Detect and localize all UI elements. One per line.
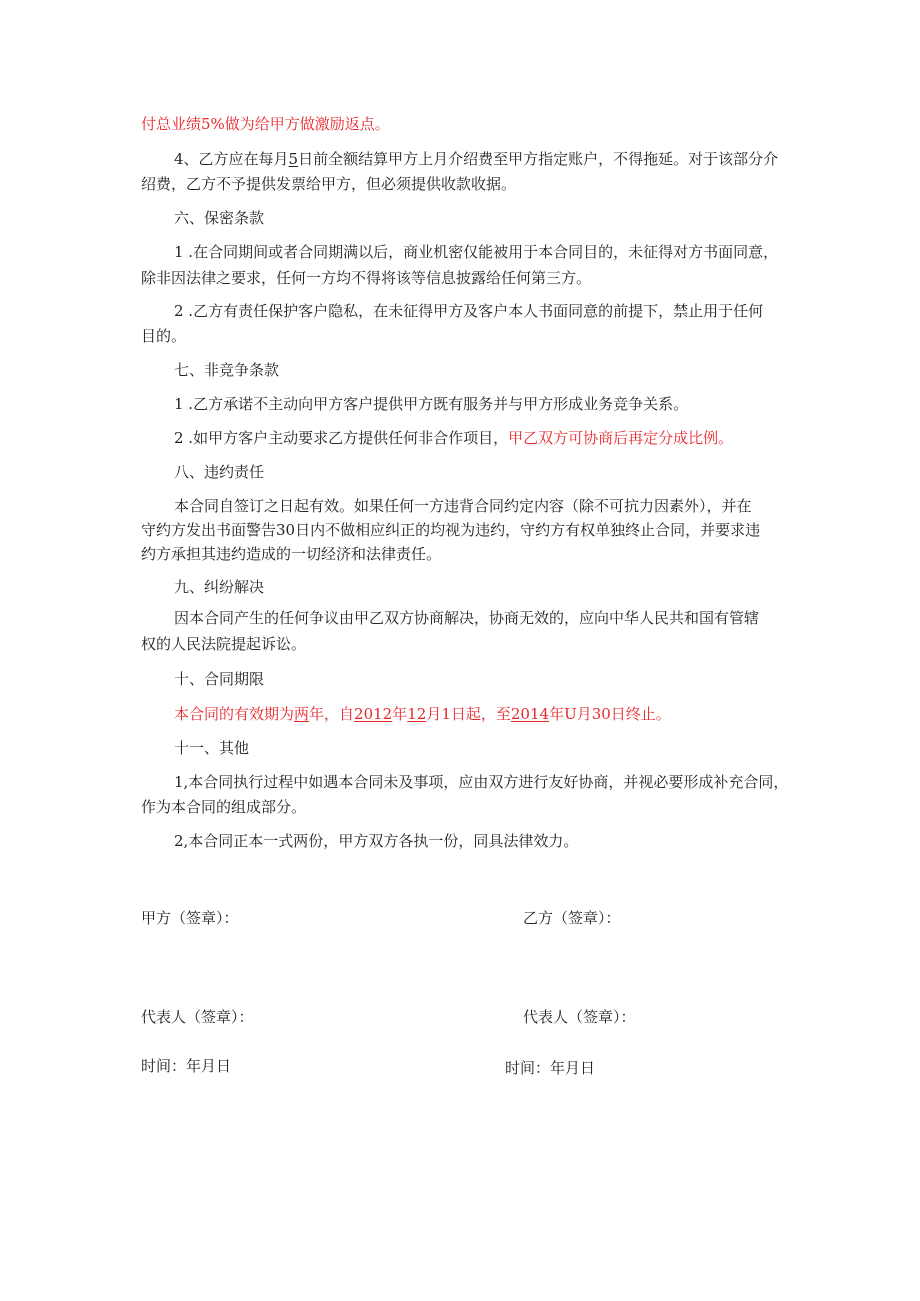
section-8-line-1: 本合同自签订之日起有效。如果任何一方违背合同约定内容（除不可抗力因素外），并在 [174, 497, 752, 515]
term-start-month: 12 [407, 705, 427, 723]
clause-5-item-4-text-b: 日前全额结算甲方上月介绍费至甲方指定账户，不得拖延。对于该部分介 [298, 150, 779, 168]
term-end-year: 2014 [510, 705, 550, 723]
section-7-heading: 七、非竞争条款 [174, 361, 280, 379]
section-6-item-2-line-1: 2 .乙方有责任保护客户隐私，在未征得甲方及客户本人书面同意的前提下，禁止用于任何 [174, 302, 764, 320]
section-10-heading: 十、合同期限 [174, 670, 265, 688]
party-a-signature-label: 甲方（签章）： [141, 909, 239, 927]
party-a-representative-label: 代表人（签章）： [141, 1008, 254, 1026]
section-7-item-1: 1 .乙方承诺不主动向甲方客户提供甲方既有服务并与甲方形成业务竞争关系。 [174, 395, 689, 413]
section-9-line-1: 因本合同产生的任何争议由甲乙双方协商解决，协商无效的，应向中华人民共和国有管辖 [174, 609, 760, 627]
section-11-item-1-line-1: 1,本合同执行过程中如遇本合同未及事项，应由双方进行友好协商，并视必要形成补充合同， [174, 773, 789, 791]
section-9-heading: 九、纠纷解决 [174, 578, 265, 596]
section-9-line-2: 权的人民法院提起诉讼。 [141, 635, 307, 653]
section-6-item-1-line-1: 1 .在合同期间或者合同期满以后，商业机密仅能被用于本合同目的，未征得对方书面同意， [174, 243, 779, 261]
section-6-item-1-line-2: 除非因法律之要求，任何一方均不得将该等信息披露给任何第三方。 [141, 269, 592, 287]
section-8-line-3: 约方承担其违约造成的一切经济和法律责任。 [141, 545, 442, 563]
clause-5-item-4-text-a: 4、乙方应在每月 [174, 150, 289, 168]
term-text-1: 本合同的有效期为 [174, 705, 295, 723]
term-text-4: 月1日起，至 [426, 705, 511, 723]
section-6-heading: 六、保密条款 [174, 209, 265, 227]
settlement-day: 5 [288, 150, 299, 168]
term-start-year: 2012 [354, 705, 393, 723]
term-text-2: 年，自 [309, 705, 355, 723]
term-text-3: 年 [392, 705, 408, 723]
clause-5-continuation: 付总业绩5%做为给甲方做激励返点。 [141, 115, 390, 133]
section-6-item-2-line-2: 目的。 [141, 327, 187, 345]
term-text-5: 年U月30日终止。 [549, 705, 671, 723]
section-8-line-2: 守约方发出书面警告30日内不做相应纠正的均视为违约，守约方有权单独终止合同，并要求违 [141, 521, 761, 539]
party-a-date-label: 时间：年月日 [141, 1057, 232, 1075]
party-b-representative-label: 代表人（签章）： [523, 1008, 636, 1026]
section-8-heading: 八、违约责任 [174, 463, 265, 481]
party-b-signature-label: 乙方（签章）： [523, 909, 621, 927]
section-7-item-2 [174, 428, 733, 448]
section-11-heading: 十一、其他 [174, 739, 250, 757]
clause-5-item-4-line-1 [174, 149, 778, 169]
section-11-item-2: 2,本合同正本一式两份，甲方双方各执一份，同具法律效力。 [174, 832, 579, 850]
clause-5-item-4-line-2: 绍费，乙方不予提供发票给甲方，但必须提供收款收据。 [141, 175, 517, 193]
contract-term-text [174, 704, 671, 724]
section-7-item-2-highlight: 甲乙双方可协商后再定分成比例。 [508, 429, 734, 447]
section-7-item-2-text: 2 .如甲方客户主动要求乙方提供任何非合作项目， [174, 429, 509, 447]
term-duration: 两 [294, 705, 310, 723]
party-b-date-label: 时间：年月日 [505, 1059, 596, 1077]
section-11-item-1-line-2: 作为本合同的组成部分。 [141, 798, 307, 816]
